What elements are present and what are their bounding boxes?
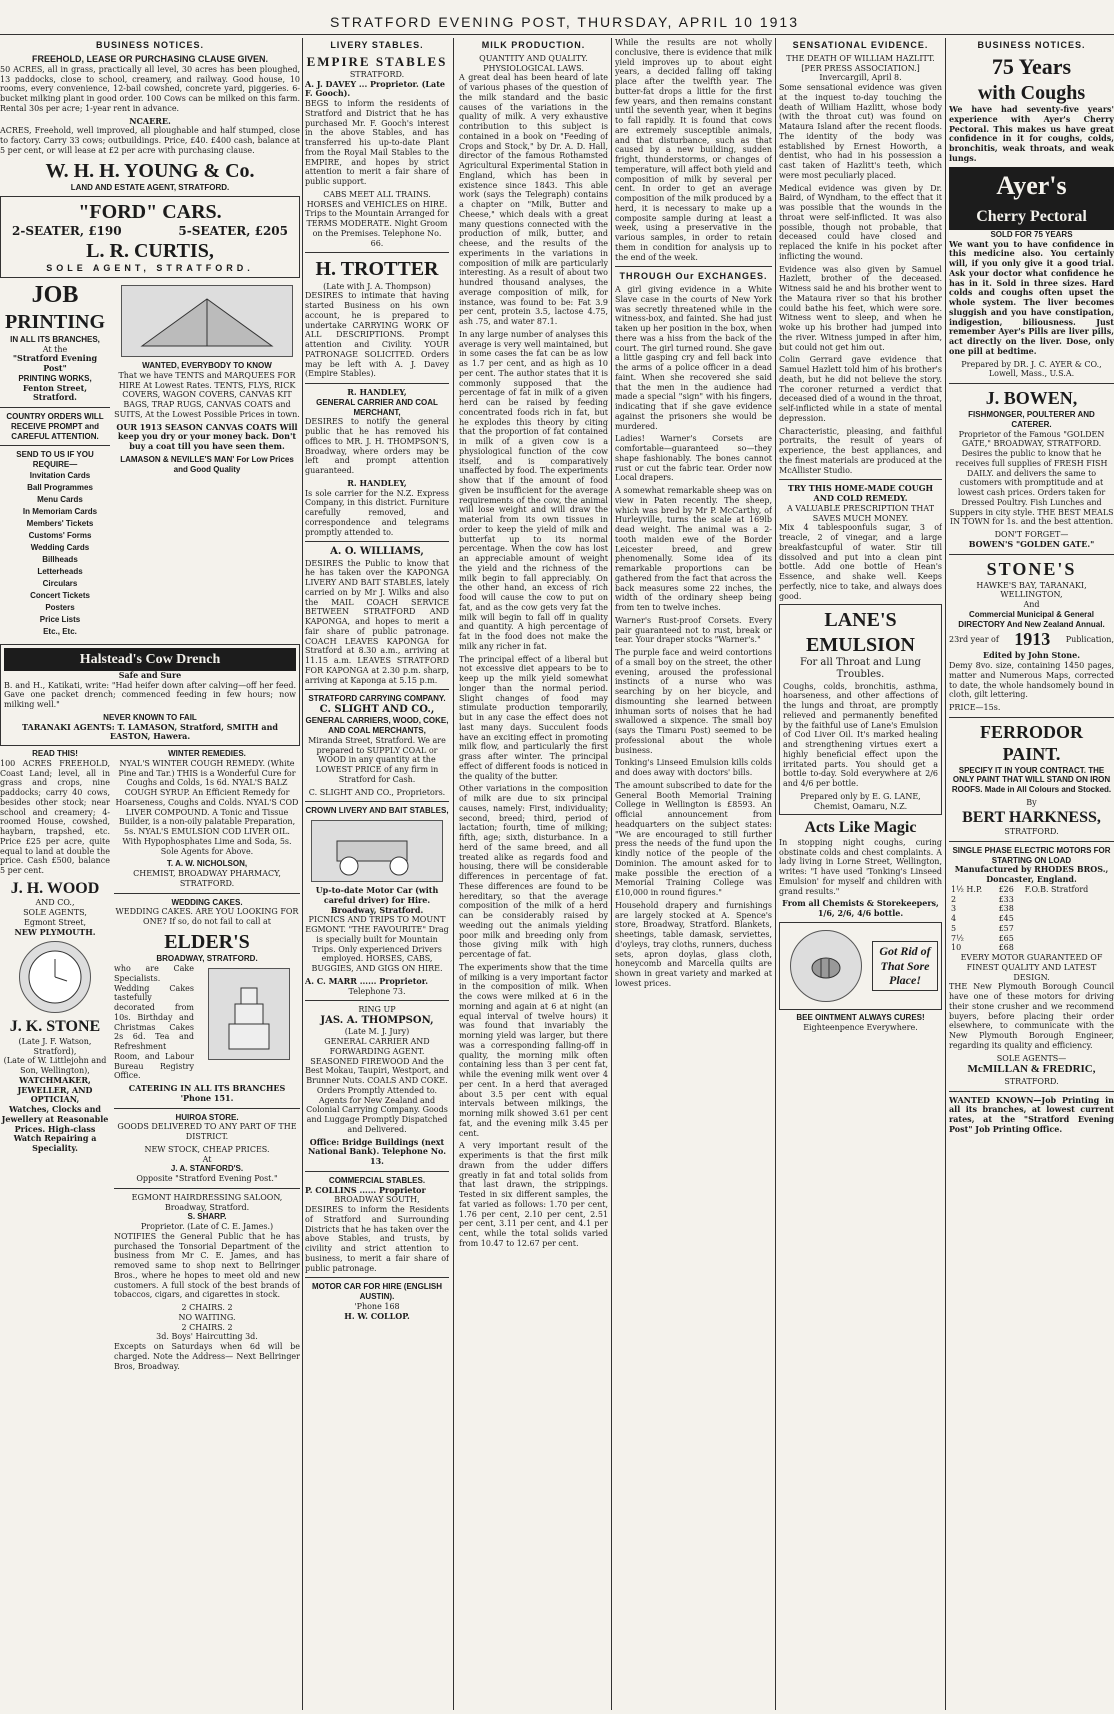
column-exchanges [615, 38, 772, 1710]
milk-sub1: QUANTITY AND QUALITY. [479, 53, 588, 63]
job-list-item: Ball Programmes [27, 482, 93, 492]
winter-title: WINTER REMEDIES. [168, 749, 246, 759]
huiroa-stock: NEW STOCK, CHEAP PRICES. [144, 1144, 270, 1154]
motor-price-cell [1023, 895, 1114, 905]
slight-prop: C. SLIGHT AND CO., Proprietors. [308, 787, 446, 797]
ayer-sold: SOLD FOR 75 YEARS [990, 229, 1073, 239]
ayer-text2: We want you to have confidence in this medicine also. You certainly will, if you only give it a good trial. Ask your doctor what confidence he has in it. Sold in three sizes. Hard colds and coughs often upset the whole system. The liver becomes sluggish and you have constipation, indigestion, biliousness. Just remember Ayer's Pills are liver pills, act directly on the liver. Dose, only one pill at bedtime. [949, 238, 1114, 356]
stones-sub: HAWKE'S BAY, TARANAKI, WELLINGTON, [976, 580, 1087, 600]
stones-pub: Publication, [1065, 635, 1114, 645]
job-post: "Stratford Evening Post" [12, 353, 98, 374]
bee-ad [779, 922, 942, 1010]
ferrodor-text: SPECIFY IT IN YOUR CONTRACT. THE ONLY PAINT THAT WILL STAND ON IRON ROOFS. Made in All Colours and Stocked. [951, 765, 1112, 795]
article-paragraph: Colin Gerrard gave evidence that Samuel Hazlett told him of his brother's death, but he did not believe the story. The coroner returned a verdict that deceased died of a wound in the throat, self-inflicted while in a state of mental depression. [779, 355, 942, 423]
article-paragraph: The amount subscribed to date for the General Booth Memorial Training College in Wellington is £8593. An official announcement from headquarters on the subject states: "We are encouraged to still further press the needs of the fund upon the kindly notice of the people of the Dominion. The amount asked for to make possible the erection of a Memorial Training College was £10,000 in round figures." [615, 780, 772, 898]
milk-article-cont [615, 38, 772, 262]
crown-title: CROWN LIVERY AND BAIT STABLES, [305, 806, 449, 816]
job-list-item: Price Lists [39, 614, 81, 624]
article-paragraph: Medical evidence was given by Dr. Baird, of Wyndham, to the effect that it was possible that the wounds in the throat were self-inflicted. It was also possible, though not probable, that deceased could have closed and replaced the knife in his pocket after inflicting the wound. [779, 183, 942, 261]
column-business-notices-2 [949, 38, 1114, 1710]
job-works: PRINTING WORKS, [18, 373, 92, 383]
stones-title: STONE'S [986, 558, 1077, 579]
farm-ad: ACRES, Freehold, well improved, all ploughable and half stumped, close to factory. Carry 33 cows; outbuildings. Price, £40. £400 cash, balance at 5 per cent, or will lease at £2 per acre with purchasing clause. [0, 126, 300, 155]
empire-text: BEGS to inform the residents of Stratford and District that he has purchased Mr. F. Gooch's interest in the above Stables, and has transferred his up-to-date Plant from the Royal Mail Stables to the EMPIRE, and hopes by strict attention to merit a fair share of public support. [305, 99, 449, 187]
williams-text: DESIRES the Public to know that he has taken over the KAPONGA LIVERY AND BAIT STABLES, lately carried on by Mr J. Wilks and also the MAIL COACH SERVICE BETWEEN STRATFORD AND KAPONGA, and hopes to merit a fair share of public patronage. COACH LEAVES KAPONGA for Stratford at 8.30 a.m., arriving at 11.15 a.m. LEAVES STRATFORD FOR KAPONGA at 2.30 p.m. sharp, arriving at Kaponga at 5.15 p.m. [305, 558, 449, 685]
tents-title: WANTED, EVERYBODY TO KNOW [142, 361, 272, 371]
ayers-title: Ayer's [949, 167, 1114, 205]
job-list-item: Menu Cards [37, 494, 83, 504]
collins-title: P. COLLINS ...... Proprietor [305, 1184, 426, 1195]
huiroa-title: HUIROA STORE. [175, 1112, 239, 1122]
motors-guar: EVERY MOTOR GUARANTEED OF FINEST QUALITY AND LATEST DESIGN. [960, 953, 1103, 982]
motor-title: MOTOR CAR FOR HIRE (ENGLISH AUSTIN). [311, 1282, 443, 1302]
wood-sole: SOLE AGENTS, [23, 908, 87, 918]
acts-text: In stopping night coughs, curing obstinate colds and chest complaints. A lady living in Lorne Street, Wellington, writes: "I have used 'Tonking's Linseed Emulsion' for myself and children with grand results." [779, 837, 942, 896]
winter-firm: T. A. W. NICHOLSON, [166, 859, 248, 869]
stones-year: 1913 [1014, 629, 1051, 650]
motor-price-row [949, 943, 1114, 953]
ford-title: "FORD" CARS. [78, 200, 222, 223]
column-livery-stables [305, 38, 449, 1710]
williams-title: A. O. WILLIAMS, [330, 546, 424, 558]
bee-icon [790, 930, 862, 1002]
egmont-price-line: NO WAITING. [178, 1312, 236, 1322]
motor-price-cell [1023, 904, 1114, 914]
job-list-item: In Memoriam Cards [22, 506, 98, 516]
slight-text: Miranda Street, Stratford. We are prepared to SUPPLY COAL or WOOD in any quantity at the LOWEST PRICE of any firm in Stratford for Cash. [308, 735, 446, 784]
section-heading: MILK PRODUCTION. [481, 40, 586, 50]
masthead [0, 0, 1114, 35]
empire-town: STRATFORD. [349, 69, 405, 79]
column-rule [775, 38, 776, 1710]
halstead-ad [0, 644, 300, 746]
article-paragraph: Some sensational evidence was given at the inquest to-day touching the death of William Hazlitt, whose body (with the throat cut) was found on Mataura Island after the recent floods. The identity of the body was established by Ernest Howorth, a dentist, who had in his possession a cast taken of Hazlitt's teeth, which were most peculiarly placed. [779, 83, 942, 180]
egmont-prices [114, 1303, 300, 1342]
motor-price-row [949, 885, 1114, 895]
section-heading: BUSINESS NOTICES. [95, 40, 204, 50]
watch-icon [19, 941, 91, 1013]
huiroa-firm: J. A. STANFORD'S. [170, 1164, 244, 1174]
halstead-text: B. and H., Katikati, write: "Had heifer down after calving—off her feed. Gave one packet drench; commenced feeding in few hours; now milking well." [4, 680, 296, 710]
try-title: TRY THIS HOME-MADE COUGH AND COLD REMEDY. [787, 483, 934, 504]
motor-price-cell: 1½ H.P. [951, 884, 983, 894]
ferrodor-firm: BERT HARKNESS, [962, 808, 1101, 826]
motor-price-row [949, 904, 1114, 914]
trotter-text: DESIRES to intimate that having started Business on his own account, he is prepared to undertake CARRYING WORK OF ALL DESCRIPTIONS. Prompt attention and Civility. YOUR PATRONAGE SOLICITED. Orders may be left with A. J. Davey (Empire Stables). [305, 291, 449, 379]
stones-text: Demy 8vo. size, containing 1450 pages, matter and Numerous Maps, corrected to date, the whole handsomely bound in cloth, gilt lettering. [949, 661, 1114, 700]
bowen-sub: FISHMONGER, POULTERER AND CATERER. [968, 410, 1095, 429]
wedding-spec: who are Cake Specialists. Wedding Cakes tastefully decorated from 10s. Birthday and Christmas Cakes 2s 6d. Tea and Refreshment Room, and Labour Bureau Registry Office. [114, 964, 194, 1081]
article-paragraph: A girl giving evidence in a White Slave case in the courts of New York was secretly threatened while in the witness-box, and fainted. She had just taken up her position in the box, when there was a hiss from the back of the court. The girl turned round. She gave a little gasping cry and fell back into the arms of a police officer in a dead faint. When she recovered she said that the men in the audience had made a special "sign" with his fingers, indicating that if she gave evidence against the prisoners she would be murdered. [615, 285, 772, 431]
motor-price-row [949, 924, 1114, 934]
motors-town: STRATFORD. [1004, 1076, 1059, 1086]
acts-title: Acts Like Magic [804, 819, 917, 837]
carrying-title: STRATFORD CARRYING COMPANY. [308, 694, 446, 704]
wood-town: NEW PLYMOUTH. [14, 926, 96, 937]
wedding-catering: CATERING IN ALL ITS BRANCHES 'Phone 151. [128, 1083, 286, 1103]
tent-icon [132, 291, 282, 351]
job-list-item: Circulars [42, 578, 78, 588]
wedding-text: WEDDING CAKES. ARE YOU LOOKING FOR ONE? If so, do not fail to call at [115, 907, 299, 927]
printing-title: PRINTING [4, 311, 105, 334]
exchanges-article [615, 285, 772, 989]
trotter-title: H. TROTTER [315, 258, 439, 281]
ferrodor-title: FERRODOR PAINT. [980, 721, 1083, 764]
motor-price-cell: £65 [998, 933, 1014, 943]
section-heading: SENSATIONAL EVIDENCE. [792, 40, 929, 50]
agent-sub: LAND AND ESTATE AGENT, STRATFORD. [70, 183, 230, 193]
milk-sub2: PHYSIOLOGICAL LAWS. [483, 63, 584, 73]
winter-text: NYAL'S WINTER COUGH REMEDY. (White Pine and Tar.) THIS is a Wonderful Cure for Coughs and Colds, 1s 6d. NYAL'S BALZ COUGH SYRUP. An Efficient Remedy for Hoarseness, Coughs and Colds. NYAL'S COD LIVER COMPOUND. A Tonic and Tissue Builder, is a non-oily palatable Preparation, 5s. NYAL'S EMULSION COD LIVER OIL. With Hypophosphates Lime and Soda, 5s. Sole Agents for Above. [115, 758, 299, 856]
wood-street: Egmont Street, [23, 917, 87, 927]
thompson-office: Office: Bridge Buildings (next National Bank). Telephone No. 13. [307, 1136, 447, 1167]
stone-sub3: WATCHMAKER, JEWELLER, AND OPTICIAN, [17, 1074, 93, 1105]
motor-price-cell: £26 [998, 884, 1014, 894]
column-rule [302, 38, 303, 1710]
motor-price-cell [1023, 934, 1114, 944]
job-send: SEND TO US IF YOU REQUIRE— [16, 450, 94, 470]
motor-price-cell: £38 [998, 904, 1014, 914]
article-paragraph: Evidence was also given by Samuel Hazlett, brother of the deceased. Witness said he and his brother went to the Mataura river so that his brother could bathe his feet, which were sore. Witness went to sleep, and when he woke up his brother had jumped into the river. Witness jumped in after him, but could not get him out. [779, 264, 942, 352]
read-title: READ THIS! [32, 749, 78, 759]
job-receive: RECEIVE PROMPT and CAREFUL ATTENTION. [10, 421, 99, 441]
crown-car: Up-to-date Motor Car (with careful driver) for Hire. Broadway, Stratford. [315, 885, 439, 915]
motor-price-cell: £68 [998, 943, 1014, 953]
article-paragraph: Ladies! Warner's Corsets are comfortable—guaranteed so—they shape fashionably. The bones cannot rust or cut the fabric tear. Order now Local drapers. [615, 434, 772, 483]
stone-sub1: (Late J. F. Watson, Stratford), [18, 1036, 92, 1056]
wedding-addr: BROADWAY, STRATFORD. [156, 954, 258, 964]
wedding-firm: ELDER'S [164, 930, 250, 953]
lanes-text: Coughs, colds, bronchitis, asthma, hoarseness, and other affections of the lungs and throat, are promptly relieved and permanently benefited by the faithful use of Lane's Emulsion of Cod Liver Oil. It's marked healing and strengthening virtues exert a highly beneficial effect upon the irritated parts. You should get a bottle to-day. Sold everywhere at 2/6 and 4/6 per bottle. [783, 681, 938, 789]
empire-title: EMPIRE STABLES [306, 53, 448, 69]
egmont-price-line: 3d. Boys' Haircutting 3d. [156, 1332, 258, 1342]
bee-sub: Eighteenpence Everywhere. [803, 1022, 918, 1032]
tents-text: That we have TENTS and MARQUEES FOR HIRE At Lowest Rates. TENTS, FLYS, RICK COVERS, WAGON COVERS, CANVAS KIT BAGS, TRAP RUGS, CANVAS COATS and SUITS, At the Lowest Possible Prices in town. [114, 370, 300, 419]
halstead-title: Halstead's Cow Drench [4, 648, 296, 671]
motor-price-cell: £33 [998, 894, 1014, 904]
motor-price-cell: 10 [951, 943, 962, 953]
crown-text: PICNICS AND TRIPS TO MOUNT EGMONT. "THE FAVOURITE" Drag is specially built for Mountain Trips. Only experienced Drivers employed. HORSES, CABS, BUGGIES, AND GIGS ON HIRE. [305, 915, 449, 974]
egmont-firm: S. SHARP. [187, 1212, 227, 1222]
milk-article [459, 73, 608, 1248]
section-heading: LIVERY STABLES. [330, 40, 424, 50]
wood-co: AND CO., [35, 898, 75, 908]
motor-price-cell: 4 [951, 914, 957, 924]
agent-name: W. H. H. YOUNG & Co. [45, 159, 255, 182]
article-paragraph: While the results are not wholly conclusive, there is evidence that milk yield improves up to about eight years, a decided falling off taking place after the twelfth year. The butter-fat drops a little for the first few years, and then remains constant until the seventh year, when it begins to fall rapidly. It is found that cows are extremely susceptible animals, and that disturbance, such as that caused by a new building, sudden fright, thunderstorms, or changes of temperature, will affect both yield and composition of milk by several per cent. In order to get an average composition of the milk produced by a herd, it is necessary to make up a composite sample during at least a week, using a preservative in the various samples, in order to retain them in condition for analysis up to the end of the week. [615, 38, 772, 262]
death-heading: THE DEATH OF WILLIAM HAZLITT. [786, 53, 935, 63]
egmont-price-line: 2 CHAIRS. 2 [181, 1322, 233, 1332]
crown-prop: A. C. MARR ...... Proprietor. [305, 975, 429, 986]
job-list-item: Members' Tickets [26, 518, 94, 528]
job-country: COUNTRY ORDERS WILL [6, 412, 104, 422]
tent-illustration [121, 285, 293, 357]
job-title: JOB [31, 282, 79, 309]
exchanges-heading: THROUGH Our EXCHANGES. [619, 271, 768, 282]
bowen-prop: Proprietor of the Famous "GOLDEN GATE," BROADWAY, STRATFORD. [958, 429, 1105, 449]
motor-price-row [949, 895, 1114, 905]
job-list-item: Wedding Cards [30, 542, 90, 552]
motor-price-cell: F.O.B. Stratford [1024, 884, 1089, 894]
press-dateline: [PER PRESS ASSOCIATION.] Invercargill, April 8. [801, 63, 920, 83]
article-paragraph: The principal effect of a liberal but not excessive diet appears to be to keep up the milk yield somewhat longer than the normal period. Slight changes of food may stimulate production temporarily, but in any case the effect does not last many days. Succulent foods have an exciting effect in promoting milk flow, and particularly the first grass after winter. The principal effect of different foods is noticed in the quality of the butter. [459, 654, 608, 781]
freehold-heading: FREEHOLD, LEASE OR PURCHASING CLAUSE GIVEN. [31, 53, 269, 64]
job-list-item: Customs' Forms [28, 530, 92, 540]
handley-text: DESIRES to notify the general public that he has removed his offices to MR. J. H. THOMPSON'S, Broadway, where orders may be left and prompt attention guaranteed. [305, 417, 449, 476]
ferrodor-by: By [1026, 797, 1037, 807]
slight-title: C. SLIGHT AND CO., [319, 704, 435, 716]
job-street: Fenton Street, Stratford. [22, 382, 88, 403]
egmont-price-line: 2 CHAIRS. 2 [181, 1303, 233, 1313]
rid-title: Got Rid of That Sore Place! [872, 941, 938, 991]
thompson-title: JAS. A. THOMPSON, [320, 1015, 434, 1027]
wood-name: J. H. WOOD [10, 879, 100, 897]
halstead-agents: TARANAKI AGENTS: T. LAMASON, Stratford, SMITH and EASTON, Hawera. [22, 721, 278, 742]
slight-sub: GENERAL CARRIERS, WOOD, COKE, AND COAL MERCHANTS, [305, 716, 449, 736]
ford-agent: L. R. CURTIS, [86, 239, 214, 262]
bowen-gate: BOWEN'S "GOLDEN GATE." [968, 538, 1095, 549]
try-text: Mix 4 tablespoonfuls sugar, 3 of treacle, 2 of vinegar, and a large breakfastcupful of water. Stir till dissolved and put into a clean pint bottle. Add one bottle of Hean's Essence, and shake well. Keeps perfectly, nice to take, and always does good. [779, 523, 942, 601]
wedding-title: WEDDING CAKES. [171, 897, 243, 907]
bowen-dont: DON'T FORGET— [994, 530, 1069, 540]
job-branches: IN ALL ITS BRANCHES, [10, 334, 100, 344]
crown-tel: Telephone 73. [348, 986, 406, 996]
column-rule [611, 38, 612, 1710]
acts-foot: From all Chemists & Storekeepers, 1/6, 2/6, 4/6 bottle. [782, 898, 939, 919]
handley2-title: R. HANDLEY, [347, 477, 407, 488]
motors-text: THE New Plymouth Borough Council have one of these motors for driving their stone crusher and we recommend buyers, before placing their order elsewhere, to communicate with the New Plymouth Borough Engineer, regarding its quality and efficiency. [949, 982, 1114, 1050]
ford-2seater: 2-SEATER, £190 [12, 224, 122, 239]
article-paragraph: A somewhat remarkable sheep was on view in Paten recently. The sheep, which was bred by Mr P. McCarthy, of Hurleyville, turns the scale at 169lb dead weight. The animal was a 2-tooth maiden ewe of the Border Leicester breed, and grew phenomenally. Some idea of its remarkable proportions can be gathered from the fact that across the back measures some 22 inches, the width of the ordinary sheep being from ten to twelve inches. [615, 486, 772, 613]
lanes-title: LANE'S EMULSION [806, 609, 915, 656]
section-heading: BUSINESS NOTICES. [977, 40, 1086, 50]
ayer-years: 75 Years [991, 53, 1072, 79]
article-paragraph: In any large number of analyses this average is very well maintained, but in some cases the fat can be as low as 1.7 per cent, and as high as 10 per cent. The author states that it is commonly supposed that the percentage of fat in milk of a given herd can be raised by feeding concentrated foods rich in fat, but he explodes this theory by citing that the proportion of fat contained in milk of a given cow is a physiological function of the cow itself, and is comparatively unaffected by food. The experiments show that if the amount of food given be insufficient for the average requirements of the cow, the animal will lose weight and will draw the material from its own tissues in order to keep the yield of milk and butterfat up to its normal percentage. When the cow has lost an appreciable amount of weight the yield and the richness of the milk begin to fall appreciably. On the other hand, an excess of rich food will cause the cow to put on fat, and as the cow gets very fat the milk will begin to fall off in quality and quantity. A high percentage of fat in the food does not make the milk any richer in fat. [459, 329, 608, 651]
handley2-text: Is sole carrier for the N.Z. Express Company, in this district. Furniture carefully removed, and correspondence and telegrams promptly attended to. [305, 488, 449, 537]
job-list-item: Posters [45, 602, 75, 612]
huiroa-opp: Opposite "Stratford Evening Post." [136, 1174, 278, 1184]
article-paragraph: Household drapery and furnishings are largely stocked at A. Spence's store, Broadway, Stratford. Blankets, sheetings, table damask, serviettes, d'oyleys, tray cloths, runners, duchess sets, apron doylas, glass cloth, honeycomb and Marcella quilts are shown in great variety and marked at lowest prices. [615, 900, 772, 988]
motor-price-cell: 2 [951, 894, 957, 904]
job-list [0, 470, 110, 638]
halstead-never: NEVER KNOWN TO FAIL [103, 712, 197, 722]
stone-name: J. K. STONE [9, 1018, 101, 1036]
ford-5seater: 5-SEATER, £205 [178, 224, 288, 239]
article-paragraph: Tonking's Linseed Emulsion kills colds and does away with doctors' bills. [615, 758, 772, 778]
motor-price-cell [1023, 924, 1114, 934]
evidence-article [779, 83, 942, 475]
column-rule [945, 38, 946, 1710]
thompson-text: GENERAL CARRIER AND FORWARDING AGENT. SEASONED FIREWOOD And the Best Mokau, Taupiri, Westport, and Brunner Nuts. COALS AND COKE. Orders Promptly Attended to. Agents for New Zealand and Colonial Carrying Company. Goods and Luggage Promptly Dispatched and Delivered. [305, 1037, 449, 1134]
stones-directory: Commercial Municipal & General DIRECTORY And New Zealand Annual. [958, 609, 1105, 629]
egmont-text: NOTIFIES the General Public that he has purchased the Tonsorial Department of the business from Mr C. E. James, and has removed same to shop next to Bellringer Bros., where he hopes to meet old and new customers. A full stock of the best brands of tobaccos, cigars, and cigarettes in stock. [114, 1231, 300, 1300]
motor-price-cell: £57 [998, 923, 1014, 933]
collins-addr: BROADWAY SOUTH, [334, 1195, 420, 1205]
article-paragraph: A great deal has been heard of late of various phases of the question of the milk standard and the basic causes of the variations in the quality of milk. A very exhaustive contribution to this subject is contained in a book on "Feeding of Crops and Stock," by Dr. A. D. Hall, director of the famous Rothamsted Agricultural Experimental Station in England, which has been in existence since 1843. This able work (says the Telegraph) contains a chapter on "Milk, Butter and Cheese," which deals with a great many questions connected with the production of milk, butter, and cheese, and the results of the experiments in the variations in composition of milk are particularly interesting. As a result of about two hundred thousand analyses, the average composition of milk, for instance, was found to be: Fat 3.9 per cent, protein 3.5, lactose 4.75, ash .75, and water 87.1. [459, 73, 608, 327]
column-rule [453, 38, 454, 1710]
motor-car-icon [311, 820, 443, 882]
try-sub: A VALUABLE PRESCRIPTION THAT SAVES MUCH MONEY. [786, 503, 935, 523]
read-text: 100 ACRES FREEHOLD, Coast Land; level, all in grass and crops, nine paddocks; carry 40 cows, besides other stock; near school and creamery; 4-roomed House, cowshed, haybarn, trapshed, etc. Price £25 per acre, quite equal to land at double the price. Cash £500, balance 5 per cent. [0, 758, 110, 876]
motors-sub: Manufactured by RHODES BROS., Doncaster, England. [954, 864, 1109, 885]
lanes-sub: For all Throat and Lung Troubles. [800, 657, 921, 681]
motor-price-cell: 5 [951, 923, 957, 933]
ferrodor-town: STRATFORD. [1004, 827, 1059, 837]
motors-sole: SOLE AGENTS— [996, 1053, 1067, 1063]
motors-title: SINGLE PHASE ELECTRIC MOTORS FOR STARTING ON LOAD [952, 845, 1111, 865]
egmont-foot: Excepts on Saturdays when 6d will be charged. Note the Address— Next Bellringer Bros, Broadway. [114, 1342, 300, 1371]
egmont-addr: Broadway, Stratford. [164, 1202, 250, 1212]
collins-text: DESIRES to inform the Residents of Stratford and Surrounding Districts that he has taken over the above Stables, and trusts, by civility and strict attention to business, to merit a fair share of public patronage. [305, 1205, 449, 1273]
halstead-sub: Safe and Sure [118, 669, 182, 680]
lanes-ad [779, 604, 942, 815]
article-paragraph: The experiments show that the time of milking is a very important factor in the composition of milk. When the cows were milked at 6 in the morning and again at 6 at night (an equal interval of twelve hours) it was found that invariably the morning yield was larger, but there was a corresponding falling-off in quality, the morning milk often containing less than 3 per cent fat, while the evening milk went over 4 per cent. In a herd that averaged about 3.5 per cent with equal intervals between milkings, the morning milk showed 3.61 per cent fat, and the evening milk 3.45 per cent. [459, 962, 608, 1138]
empire-prop: A. J. DAVEY ... Proprietor. (Late F. Gooch). [305, 78, 445, 99]
commercial-title: COMMERCIAL STABLES. [328, 1175, 426, 1185]
article-paragraph: Other variations in the composition of milk are due to six principal causes, namely: First, individuality; second, breed; third, period of lactation; fourth, time of milking; fifth, age; sixth, disturbance. In a herd of the same breed, and all treated alike as regards food and housing, there will be considerable differences in percentage of fat. These differences are found to be hereditary, so that the average composition of the milk of a herd can be considerably raised by weeding out the animals yielding poor milk and breeding only from those giving milk with high percentage of fat. [459, 784, 608, 960]
ford-agent-sub: SOLE AGENT, STRATFORD. [46, 263, 254, 274]
motor-price-row [949, 914, 1114, 924]
column-business-notices-1 [0, 38, 300, 1710]
job-at: At the [42, 344, 68, 354]
article-paragraph: The purple face and weird contortions of a small boy on the street, the other evening, aroused the professional instincts of a nurse who was searching by on her bicycle, and dismounting she learned between inhuman sorts of noises that he had swallowed a sixpence. The small boy (says the Timaru Post) seemed to be professional about the whole business. [615, 648, 772, 755]
farm-ad: 50 ACRES, all in grass, practically all level, 30 acres has been ploughed, 13 paddocks, close to school, creamery, and railway. Good house, 10 rooms, every convenience, 12-bail cowshed, concrete yard, piggeries. 6-bucket milking plant in good order. 100 Cows can be milked on this farm. Rental 30s per acre; 1-year rent in advance. [0, 64, 300, 113]
motor-price-cell [1023, 914, 1114, 924]
ring-up: RING UP [358, 1005, 396, 1015]
motor-price-cell: £45 [998, 914, 1014, 924]
job-list-item: Letterheads [37, 566, 83, 576]
lanes-prep: Prepared only by E. G. LANE, Chemist, Oamaru, N.Z. [800, 791, 921, 811]
motors-firm: McMILLAN & FREDRIC, [967, 1063, 1096, 1076]
motor-price-cell: 7½ [951, 933, 964, 943]
job-list-item: Invitation Cards [29, 470, 91, 480]
handley-sub: GENERAL CARRIER AND COAL MERCHANT, [316, 397, 438, 417]
ayer-prep: Prepared by DR. J. C. AYER & CO., Lowell, Mass., U.S.A. [961, 359, 1102, 379]
ncaere-heading: NCAERE. [129, 115, 171, 126]
tents-season: OUR 1913 SEASON CANVAS COATS Will keep you dry or your money back. Don't buy a coat till you have seen them. [116, 421, 298, 452]
job-list-item: Etc., Etc. [43, 626, 77, 636]
ayer-coughs: with Coughs [977, 81, 1086, 104]
stone-sub2: (Late of W. Littlejohn and Son, Wellington), [3, 1056, 107, 1076]
stones-ed: 23rd year of [949, 635, 999, 645]
bee-text: BEE OINTMENT ALWAYS CURES! [796, 1012, 925, 1022]
cherry-title: Cherry Pectoral [949, 204, 1114, 230]
job-list-item: Concert Tickets [30, 590, 90, 600]
trotter-sub: (Late with J. A. Thompson) [323, 281, 431, 291]
motor-phone: 'Phone 168 [354, 1301, 400, 1311]
egmont-title: EGMONT HAIRDRESSING SALOON, [131, 1192, 283, 1202]
bowen-text: Desires the public to know that he receives full supplies of FRESH FISH DAILY. and delivers the same to customers with promptitude and at lowest cash prices. Orders taken for Dressed Poultry. Fish Lunches and Suppers in city style. THE BEST MEALS IN TOWN for 1s. and the best attention. [949, 449, 1114, 527]
thompson-sub: (Late M. J. Jury) [344, 1027, 410, 1037]
motors-price-table [949, 885, 1114, 953]
motor-price-cell [1023, 943, 1114, 953]
tents-firm: LAMASON & NEVILLE'S MAN' For Low Prices and Good Quality [120, 454, 294, 474]
egmont-prop: Proprietor. (Late of C. E. James.) [140, 1222, 274, 1232]
article-paragraph: Characteristic, pleasing, and faithful portraits, the result of years of experience, the best appliances, and the finest materials are produced at the McAllister Studio. [779, 426, 942, 475]
motor-name: H. W. COLLOP. [344, 1310, 410, 1321]
column-sensational-evidence [779, 38, 942, 1710]
stones-edit: Edited by John Stone. [983, 650, 1080, 661]
huiroa-text: GOODS DELIVERED TO ANY PART OF THE DISTRICT. [117, 1122, 297, 1142]
masthead-title: STRATFORD EVENING POST, THURSDAY, APRIL 10 1913 [330, 14, 800, 30]
job-list-item: Billheads [42, 554, 78, 564]
motor-price-row [949, 934, 1114, 944]
ayer-text: We have had seventy-five years' experience with Ayer's Cherry Pectoral. This makes us have great confidence in it for coughs, colds, bronchitis, weak throats, and weak lungs. [949, 104, 1114, 163]
winter-firm-sub: CHEMIST, BROADWAY PHARMACY, STRATFORD. [133, 869, 281, 888]
huiroa-at: At [202, 1154, 212, 1164]
handley-title: R. HANDLEY, [347, 387, 407, 398]
empire-cabs: CABS MEET ALL TRAINS. HORSES and VEHICLES on HIRE. Trips to the Mountain Arranged for TERMS MODERATE. Night Groom on the Premises. Telephone No. 66. [305, 189, 449, 248]
column-milk-production [459, 38, 608, 1710]
bowen-title: J. BOWEN, [985, 388, 1078, 409]
ford-ad [0, 196, 300, 278]
stones-and: And [1023, 600, 1040, 610]
stone-sub4: Watches, Clocks and Jewellery at Reasonable Prices. High-class Watch Repairing a Speciality. [1, 1104, 109, 1154]
cake-icon [208, 968, 290, 1060]
motor-price-cell: 3 [951, 904, 957, 914]
wanted-notice: WANTED KNOWN—Job Printing in all its branches, at lowest current rates, at the "Stratford Evening Post" Job Printing Office. [949, 1094, 1114, 1134]
stones-price: PRICE—15s. [949, 703, 1001, 713]
article-paragraph: A very important result of the experiments is that the first milk drawn from the udder differs greatly in fat and total solids from that last drawn, the strippings. Tested in six different samples, the fat varied as follows: 1.70 per cent, 1.76 per cent, 2.10 per cent, 2.51 per cent, 3.11 per cent, and 4.1 per cent, while the total solids varied from 10.47 to 12.67 per cent. [459, 1141, 608, 1248]
article-paragraph: Warner's Rust-proof Corsets. Every pair guaranteed not to rust, break or tear. Your draper stocks "Warner's." [615, 615, 772, 645]
